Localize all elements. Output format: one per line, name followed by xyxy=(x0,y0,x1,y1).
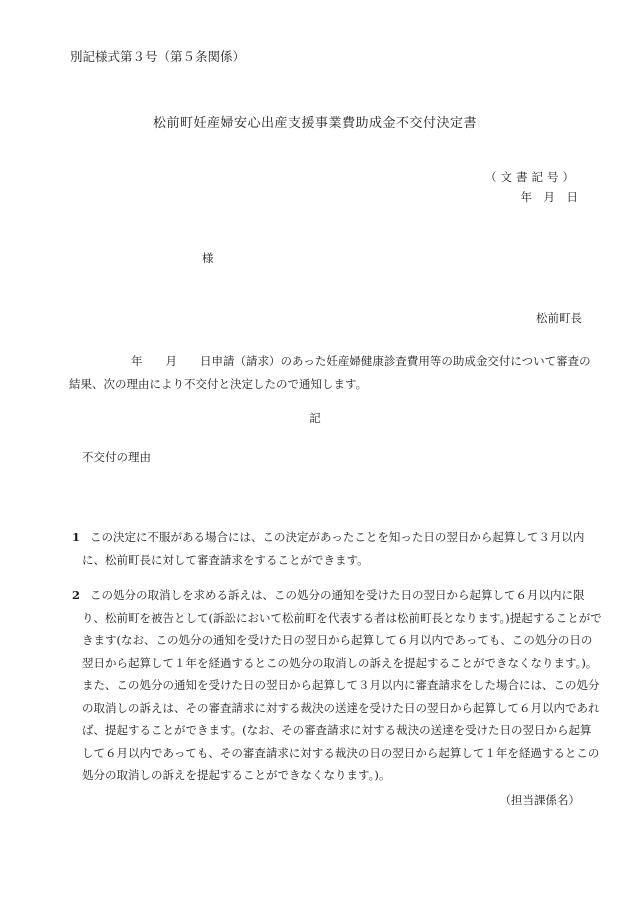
note-item-2 xyxy=(72,584,602,787)
note-number: 2 xyxy=(72,588,81,602)
note-text: この処分の取消しを求める訴えは、この処分の通知を受けた日の翌日から起算して６月以内に限り、松前町を被告として(訴訟において松前町を代表する者は松前町長となります。)提起することができます(なお、この処分の通知を受けた日の翌日から起算して６月以内であっても、この処分の日の翌日から起算して１年を経過するとこの処分の取消しの訴えを提起することができなくなります。)。また、この処分の通知を受けた日の翌日から起算して３月以内に審査請求をした場合には、この処分の取消しの訴えは、その審査請求に対する裁決の送達を受けた日の翌日から起算して６月以内であれば、提起することができます。(なお、その審査請求に対する裁決の送達を受けた日の翌日から起算して６月以内であっても、その審査請求に対する裁決の日の翌日から起算して１年を経過するとこの処分の取消しの訴えを提起することができなくなります。)。 xyxy=(82,588,602,782)
note-item-1 xyxy=(72,526,602,571)
document-title: 松前町妊産婦安心出産支援事業費助成金不交付決定書 xyxy=(152,116,477,131)
sender-name: 松前町長 xyxy=(536,311,582,325)
staff-label: （担当課係名） xyxy=(499,793,580,807)
document-number: （文書記号） xyxy=(485,170,578,184)
addressee-suffix: 様 xyxy=(202,251,214,265)
note-number: 1 xyxy=(72,530,81,544)
note-text: この決定に不服がある場合には、この決定があったことを知った日の翌日から起算して３月以内に、松前町長に対して審査請求をすることができます。 xyxy=(82,530,585,567)
form-number: 別記様式第３号（第５条関係） xyxy=(70,49,246,64)
body-paragraph: 年 月 日申請（請求）のあった妊産婦健康診査費用等の助成金交付について審査の結果、次の理由により不交付と決定したので通知します。 xyxy=(69,354,591,391)
date-line: 年 月 日 xyxy=(520,190,578,204)
reason-label: 不交付の理由 xyxy=(82,450,151,464)
ki-heading: 記 xyxy=(309,411,321,425)
